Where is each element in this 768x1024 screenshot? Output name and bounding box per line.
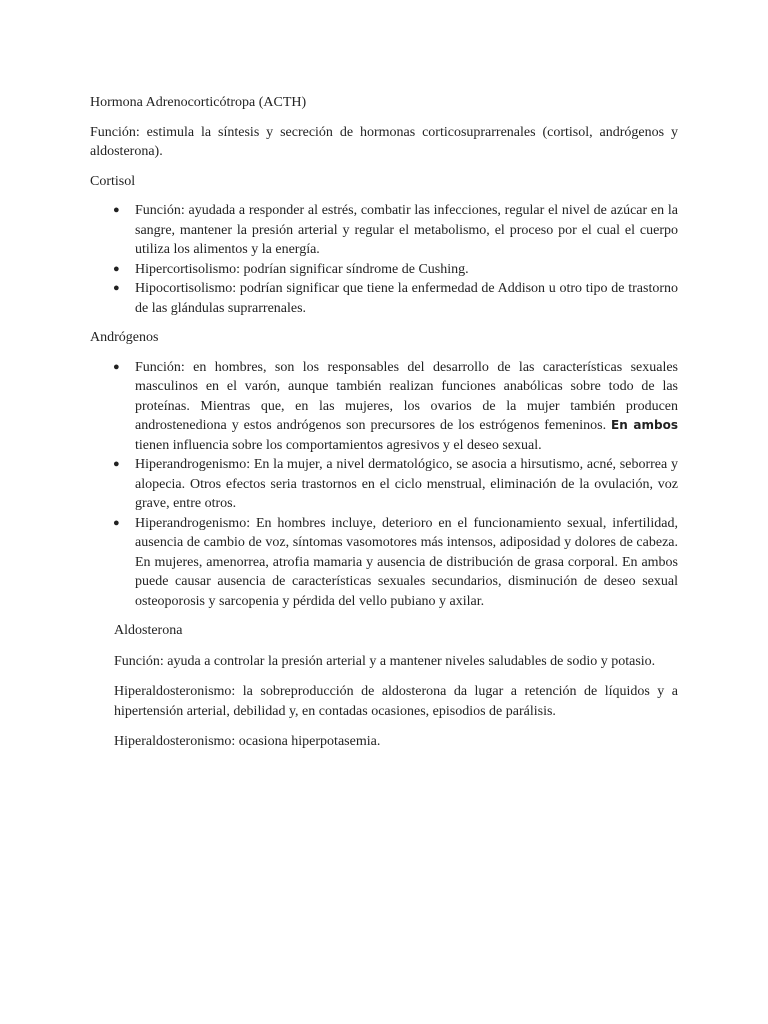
cortisol-function-text: Función: ayudada a responder al estrés, combatir las infecciones, regular el nivel de azúcar en la sangre, mantener la presión arterial y regular el metabolismo, el proceso por el cual el cuerpo utiliza los alimentos y la energía. bbox=[135, 203, 678, 257]
androgenos-list bbox=[90, 358, 678, 612]
aldosterona-section bbox=[90, 621, 678, 752]
hiperaldosteronismo-hiperpotasemia-paragraph: Hiperaldosteronismo: ocasiona hiperpotasemia. bbox=[114, 734, 381, 749]
list-item bbox=[113, 455, 678, 514]
cortisol-heading: Cortisol bbox=[90, 173, 136, 189]
list-item bbox=[113, 514, 678, 612]
acth-function-paragraph: Función: estimula la síntesis y secreción de hormonas corticosuprarrenales (cortisol, andrógenos y aldosterona). bbox=[90, 124, 678, 159]
androgenos-function-tail: tienen influencia sobre los comportamientos agresivos y el deseo sexual. bbox=[135, 437, 542, 453]
bullet-icon: ● bbox=[113, 516, 120, 529]
list-item bbox=[113, 358, 678, 456]
en-ambos-bold-text: En ambos bbox=[611, 418, 678, 432]
bullet-icon: ● bbox=[113, 360, 120, 373]
list-item bbox=[113, 260, 678, 280]
hipercortisolismo-text: Hipercortisolismo: podrían significar síndrome de Cushing. bbox=[135, 261, 469, 277]
hiperandrogenismo-mujer-text: Hiperandrogenismo: En la mujer, a nivel dermatológico, se asocia a hirsutismo, acné, seborrea y alopecia. Otros efectos seria trastornos en el ciclo menstrual, eliminación de la ovulación, voz grave, entre otros. bbox=[135, 457, 678, 511]
cortisol-list bbox=[90, 201, 678, 318]
list-item bbox=[113, 279, 678, 318]
document-page bbox=[90, 93, 678, 763]
hipocortisolismo-text: Hipocortisolismo: podrían significar que tiene la enfermedad de Addison u otro tipo de trastorno de las glándulas suprarrenales. bbox=[135, 281, 678, 316]
aldosterona-heading: Aldosterona bbox=[114, 623, 183, 638]
bullet-icon: ● bbox=[113, 204, 120, 216]
bullet-icon: ● bbox=[113, 458, 120, 470]
aldosterona-function-paragraph: Función: ayuda a controlar la presión arterial y a mantener niveles saludables de sodio y potasio. bbox=[114, 653, 656, 669]
acth-heading: Hormona Adrenocorticótropa (ACTH) bbox=[90, 95, 307, 110]
bullet-icon: ● bbox=[113, 262, 120, 275]
hiperaldosteronismo-paragraph: Hiperaldosteronismo: la sobreproducción de aldosterona da lugar a retención de líquidos y a hipertensión arterial, debilidad y, en contadas ocasiones, episodios de parálisis. bbox=[114, 684, 678, 719]
androgenos-heading: Andrógenos bbox=[90, 330, 159, 345]
androgenos-function-text: Función: en hombres, son los responsables del desarrollo de las características sexuales masculinos en el varón, aunque también realizan funciones anabólicas sobre todo de las proteínas. Mientras que, en las mujeres, los ovarios de la mujer también producen androstenediona y estos andrógenos son precursores de los estrógenos femeninos. bbox=[135, 359, 678, 433]
bullet-icon: ● bbox=[113, 282, 120, 294]
list-item bbox=[113, 201, 678, 260]
hiperandrogenismo-hombres-text: Hiperandrogenismo: En hombres incluye, deterioro en el funcionamiento sexual, infertilidad, ausencia de cambio de voz, síntomas vasomotores más intensos, adiposidad y dolores de cabeza. En mujeres, amenorrea, atrofia mamaria y ausencia de distribución de grasa corporal. En ambos puede causar ausencia de características sexuales secundarios, disminución de deseo sexual osteoporosis y sarcopenia y pérdida del vello pubiano y axilar. bbox=[135, 515, 678, 609]
